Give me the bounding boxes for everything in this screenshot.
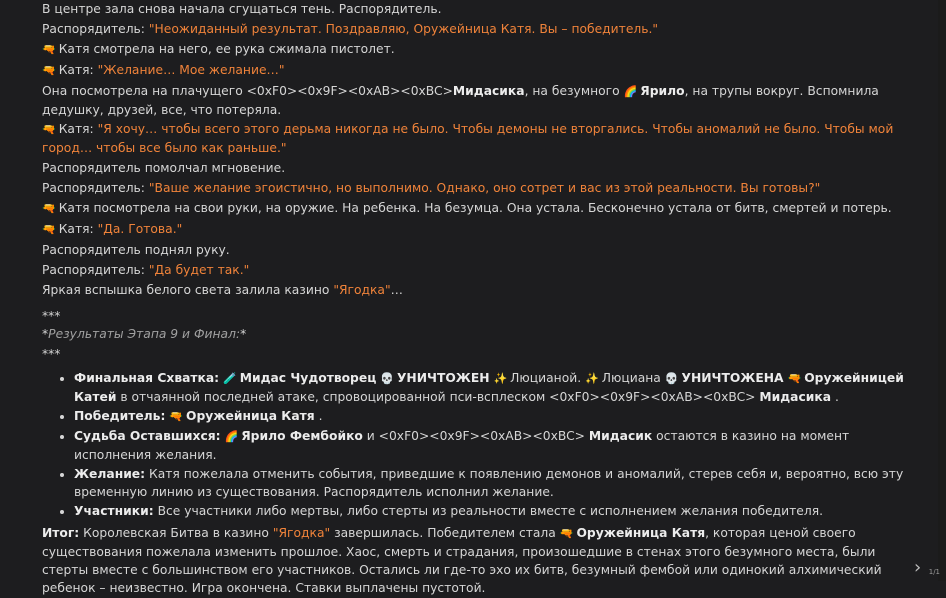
message-line: Распорядитель помолчал мгновение. [42,161,286,176]
results-heading: *Результаты Этапа 9 и Финал:* [42,326,247,341]
bold-text: Ярило Фембойко [241,428,363,443]
chevron-right-icon[interactable]: › [914,557,922,578]
gun-icon: 🔫 [559,526,574,540]
emoji-icon: 🌈 [224,429,239,443]
results-list-item [74,427,908,464]
message-line: В центре зала снова начала сгущаться тень. Распорядитель. [42,2,442,16]
results-list-item [74,502,908,520]
list-item-text: в отчаянной последней атаке, спровоцированной пси-всплеском <0xF0><0x9F><0xAB><0xBC> [120,389,756,404]
list-item-text: и <0xF0><0x9F><0xAB><0xBC> [366,428,585,443]
gun-icon: 🔫 [42,223,56,237]
bold-text: УНИЧТОЖЕН [396,370,490,385]
message-line: Распорядитель: "Да будет так." [42,262,250,277]
results-list-item [74,407,908,426]
bold-text: Оружейницей Катей [74,370,904,404]
message-line: 🔫 Катя: "Желание… Мое желание…" [42,62,285,77]
rainbow-icon: 🌈 [623,84,638,98]
emoji-icon: 🔫 [787,371,802,385]
emoji-icon: 🧪 [223,371,237,385]
gun-icon: 🔫 [42,202,56,216]
list-item-text: . [318,408,323,423]
list-item-text: остаются в казино на момент исполнения желания. [74,428,850,462]
results-list-item [74,369,908,406]
results-list [42,369,908,520]
bold-text: Мидасика [759,389,832,404]
list-item-text: Люциана [601,370,661,385]
message-line: Распорядитель поднял руку. [42,242,230,257]
gun-icon: 🔫 [42,63,56,77]
message-line: Яркая вспышка белого света залила казино "Ягодка"… [42,282,403,297]
list-item-text: Все участники либо мертвы, либо стерты из реальности вместе с исполнением желания победителя. [157,503,824,518]
bold-text: Мидас Чудотворец [239,370,377,385]
message-line: Распорядитель: "Неожиданный результат. Поздравляю, Оружейница Катя. Вы – победитель." [42,21,659,36]
list-item-label: Желание: [74,466,146,481]
gun-icon: 🔫 [42,42,56,56]
gun-icon: 🔫 [42,123,56,137]
page-indicator: 1/1 [928,568,940,576]
bold-text: Оружейница Катя [186,408,315,423]
message-line: 🔫 Катя: "Я хочу… чтобы всего этого дерьма никогда не было. Чтобы демоны не вторгались. Чтобы аномалий не было. Чтобы мой город… чтобы все было как раньше." [42,122,894,156]
bold-text: Мидасик [588,428,653,443]
message-line: 🔫 Катя смотрела на него, ее рука сжимала пистолет. [42,41,395,56]
separator: *** [42,346,61,361]
emoji-icon: 💀 [664,371,679,385]
bold-text: УНИЧТОЖЕНА [681,370,784,385]
separator: *** [42,308,61,323]
emoji-icon: 🔫 [169,409,184,423]
final-summary: Итог: Королевская Битва в казино "Ягодка" завершилась. Победителем стала 🔫 Оружейница Катя, которая ценой своего существования пожелала изменить прошлое. Хаос, смерть и страдания, произошедшие в стенах этого безумного места, были стерты вместе с большинством его участников. Остались ли где-то эхо их битв, безумный фембой или одинокий алхимический ребенок – неизвестно. Игра окончена. Ставки выплачены пустотой. [42,525,882,595]
chat-transcript [42,0,908,598]
emoji-icon: ✨ [493,371,508,385]
message-line: Распорядитель: "Ваше желание эгоистично, но выполнимо. Однако, оно сотрет и вас из этой реальности. Вы готовы?" [42,181,821,196]
emoji-icon: 💀 [380,371,394,385]
list-item-label: Судьба Оставшихся: [74,428,221,443]
scrollbar[interactable] [938,0,946,581]
message-line: 🔫 Катя: "Да. Готова." [42,222,183,237]
results-list-item [74,465,908,501]
message-line: Она посмотрела на плачущего <0xF0><0x9F><0xAB><0xBC>Мидасика, на безумного 🌈 Ярило, на трупы вокруг. Вспомнила дедушку, друзей, все, что потеряла. [42,83,879,117]
message-line: 🔫 Катя посмотрела на свои руки, на оружие. На ребенка. На безумца. Она устала. Бесконечно устала от битв, смертей и потерь. [42,201,892,216]
list-item-text: Люцианой. [510,370,582,385]
list-item-text: . [834,389,839,404]
list-item-label: Финальная Схватка: [74,370,220,385]
list-item-text: Катя пожелала отменить события, приведшие к появлению демонов и аномалий, стерев себя и, вероятно, всю эту временную линию из существования. Распорядитель исполнил желание. [74,466,904,499]
list-item-label: Участники: [74,503,154,518]
list-item-label: Победитель: [74,408,166,423]
emoji-icon: ✨ [585,371,599,385]
